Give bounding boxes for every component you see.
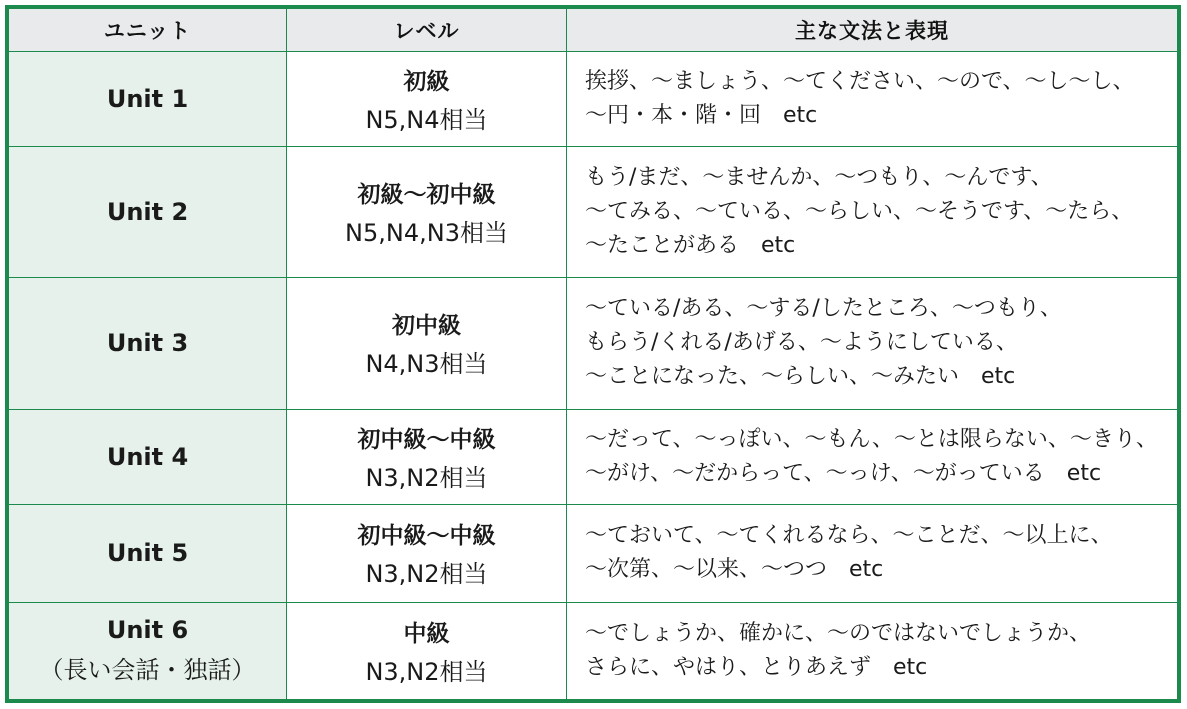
unit-label: Unit 2 xyxy=(106,198,189,227)
grammar-line: ～ことになった、～らしい、～みたい etc xyxy=(585,364,1016,390)
table-row xyxy=(9,147,1178,278)
grammar-line: 挨拶、～ましょう、～てください、～ので、～し～し、 xyxy=(585,69,1135,95)
grammar-line: ～てみる、～ている、～らしい、～そうです、～たら、 xyxy=(585,199,1134,225)
header-row xyxy=(9,9,1178,52)
unit-cell xyxy=(9,602,287,700)
unit-cell xyxy=(9,409,287,504)
grammar-table-frame xyxy=(5,5,1181,703)
unit-note: （長い会話・独話） xyxy=(39,656,256,685)
jlpt-equivalent: N3,N2相当 xyxy=(365,560,488,589)
grammar-cell xyxy=(567,505,1178,602)
jlpt-equivalent: N3,N2相当 xyxy=(365,463,488,492)
table-row xyxy=(9,505,1178,602)
grammar-cell xyxy=(567,147,1178,278)
jlpt-equivalent: N3,N2相当 xyxy=(365,657,488,686)
grammar-line: もう/まだ、～ませんか、～つもり、～んです、 xyxy=(585,165,1053,191)
level-cell xyxy=(287,602,567,700)
grammar-line: ～次第、～以来、～つつ etc xyxy=(585,557,884,583)
unit-label: Unit 5 xyxy=(106,539,189,568)
header-grammar: 主な文法と表現 xyxy=(567,9,1178,52)
unit-label: Unit 6 xyxy=(106,616,189,645)
unit-cell xyxy=(9,505,287,602)
level-cell xyxy=(287,147,567,278)
unit-cell xyxy=(9,278,287,410)
unit-label: Unit 4 xyxy=(106,442,189,471)
unit-cell xyxy=(9,52,287,147)
jlpt-equivalent: N5,N4相当 xyxy=(365,106,488,135)
grammar-line: もらう/くれる/あげる、～ようにしている、 xyxy=(585,330,1018,356)
level-label: 初級 xyxy=(403,69,450,96)
grammar-cell xyxy=(567,409,1178,504)
grammar-line: さらに、やはり、とりあえず etc xyxy=(585,654,928,680)
level-label: 初中級～中級 xyxy=(357,523,496,550)
table-row xyxy=(9,52,1178,147)
level-label: 初級～初中級 xyxy=(357,182,496,209)
level-cell xyxy=(287,409,567,504)
table-row xyxy=(9,278,1178,410)
grammar-line: ～ている/ある、～する/したところ、～つもり、 xyxy=(585,296,1062,322)
unit-cell xyxy=(9,147,287,278)
grammar-line: ～がけ、～だからって、～っけ、～がっている etc xyxy=(585,460,1102,486)
header-level: レベル xyxy=(287,9,567,52)
table-row xyxy=(9,602,1178,700)
grammar-line: ～だって、～っぽい、～もん、～とは限らない、～きり、 xyxy=(585,426,1158,452)
level-cell xyxy=(287,505,567,602)
grammar-line: ～ておいて、～てくれるなら、～ことだ、～以上に、 xyxy=(585,523,1113,549)
grammar-cell xyxy=(567,602,1178,700)
level-label: 初中級～中級 xyxy=(357,426,496,453)
level-cell xyxy=(287,52,567,147)
header-unit: ユニット xyxy=(9,9,287,52)
grammar-line: ～たことがある etc xyxy=(585,233,796,259)
level-label: 中級 xyxy=(403,620,450,647)
unit-label: Unit 3 xyxy=(106,329,189,358)
grammar-line: ～円・本・階・回 etc xyxy=(585,103,818,129)
grammar-table xyxy=(8,8,1178,700)
jlpt-equivalent: N5,N4,N3相当 xyxy=(345,219,508,248)
grammar-cell xyxy=(567,278,1178,410)
grammar-cell xyxy=(567,52,1178,147)
unit-label: Unit 1 xyxy=(106,85,189,114)
level-label: 初中級 xyxy=(392,313,461,340)
jlpt-equivalent: N4,N3相当 xyxy=(365,350,488,379)
table-row xyxy=(9,409,1178,504)
grammar-line: ～でしょうか、確かに、～のではないでしょうか、 xyxy=(585,620,1092,646)
level-cell xyxy=(287,278,567,410)
